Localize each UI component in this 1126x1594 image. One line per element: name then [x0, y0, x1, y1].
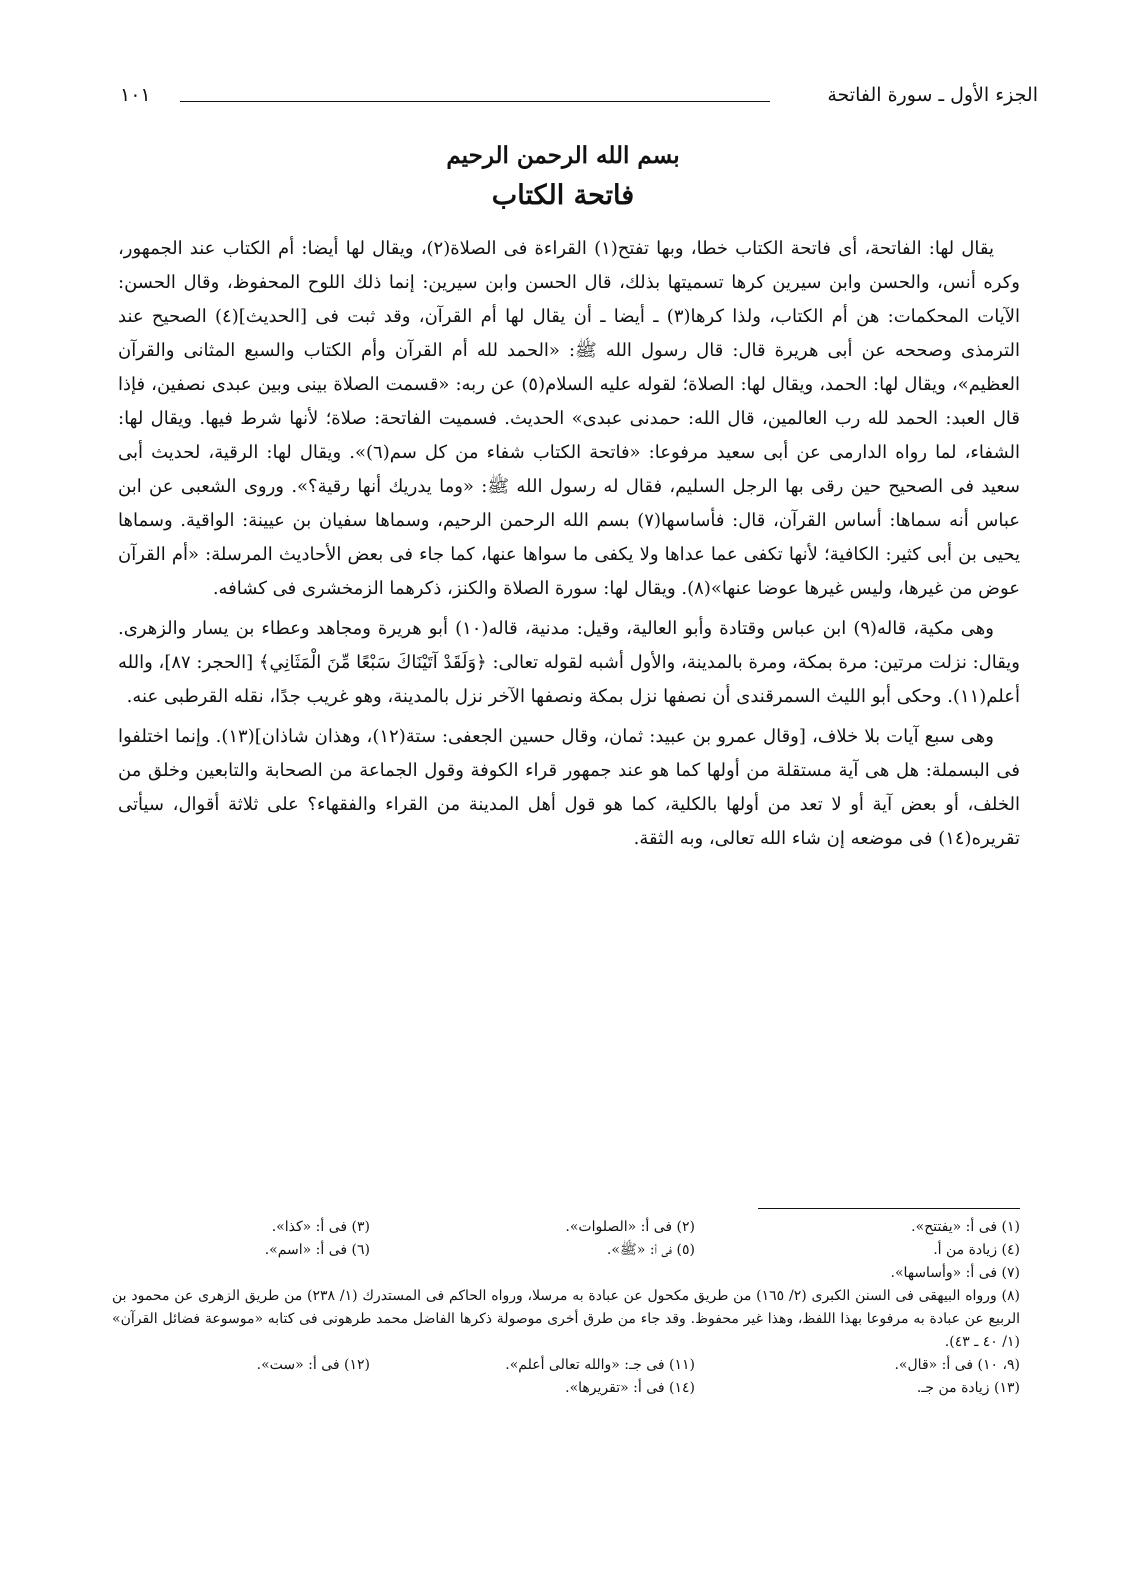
- footnote: (٢) فى أ: «الصلوات».: [565, 1219, 695, 1235]
- paragraph: وهى مكية، قاله(٩) ابن عباس وقتادة وأبو العالية، وقيل: مدنية، قاله(١٠) أبو هريرة ومجاهد وعطاء بن يسار والزهرى. ويقال: نزلت مرتين: مرة بمكة، ومرة بالمدينة، والأول أشبه لقوله تعالى: ﴿وَلَقَدْ آتَيْنَاكَ سَبْعًا مِّنَ الْمَثَانِي﴾ [الحجر: ٨٧]، والله أعلم(١١). وحكى أبو الليث السمرقندى أن نصفها نزل بمكة ونصفها الآخر نزل بالمدينة، وهو غريب جدًا، نقله القرطبى عنه.: [118, 618, 1020, 707]
- main-text: [118, 232, 1020, 862]
- footnote: (٧) فى أ: «وأساسها».: [890, 1265, 1020, 1281]
- footnote: (٣) فى أ: «كذا».: [271, 1219, 370, 1235]
- footnote-divider: [758, 1208, 1020, 1209]
- footnote-row: [112, 1354, 1020, 1377]
- footnote-row: [112, 1216, 1020, 1239]
- page-title: فاتحة الكتاب: [491, 180, 635, 211]
- running-header: [120, 84, 1038, 118]
- footnote: (١١) فى جـ: «والله تعالى أعلم».: [505, 1357, 695, 1373]
- header-rule: [180, 101, 770, 102]
- paragraph: يقال لها: الفاتحة، أى فاتحة الكتاب خطا، وبها تفتح(١) القراءة فى الصلاة(٢)، ويقال لها أيضا: أم الكتاب عند الجمهور، وكره أنس، والحسن وابن سيرين كرها تسميتها بذلك، قال الحسن وابن سيرين: إنما ذلك اللوح المحفوظ، وقال الحسن: الآيات المحكمات: هن أم الكتاب، ولذا كرها(٣) ـ أيضا ـ أن يقال لها أم القرآن، وقد ثبت فى [الحديث](٤) الصحيح عند الترمذى وصححه عن أبى هريرة قال: قال رسول الله ﷺ: «الحمد لله أم القرآن وأم الكتاب والسبع المثانى والقرآن العظيم»، ويقال لها: الحمد، ويقال لها: الصلاة؛ لقوله عليه السلام(٥) عن ربه: «قسمت الصلاة بينى وبين عبدى نصفين، فإذا قال العبد: الحمد لله رب العالمين، قال الله: حمدنى عبدى» الحديث. فسميت الفاتحة: صلاة؛ لأنها شرط فيها. ويقال لها: الشفاء، لما رواه الدارمى عن أبى سعيد مرفوعا: «فاتحة الكتاب شفاء من كل سم(٦)». ويقال لها: الرقية، لحديث أبى سعيد فى الصحيح حين رقى بها الرجل السليم، فقال له رسول الله ﷺ: «وما يدريك أنها رقية؟». وروى الشعبى عن ابن عباس أنه سماها: أساس القرآن، قال: فأساسها(٧) بسم الله الرحمن الرحيم، وسماها سفيان بن عيينة: الواقية. وسماها يحيى بن أبى كثير: الكافية؛ لأنها تكفى عما عداها ولا يكفى ما سواها عنها، كما جاء فى بعض الأحاديث المرسلة: «أم القرآن عوض من غيرها، وليس غيرها عوضا عنها»(٨). ويقال لها: سورة الصلاة والكنز، ذكرهما الزمخشرى فى كشافه.: [118, 238, 1021, 599]
- footnote-row: [112, 1239, 1020, 1262]
- running-title: الجزء الأول ـ سورة الفاتحة: [827, 84, 1038, 106]
- footnote: (١٢) فى أ: «ست».: [256, 1357, 370, 1373]
- footnotes: [112, 1216, 1020, 1400]
- footnote: (٩، ١٠) فى أ: «قال».: [894, 1357, 1020, 1373]
- footnote: (٤) زيادة من أ.: [933, 1242, 1020, 1258]
- footnote: (٦) فى أ: «اسم».: [264, 1242, 370, 1258]
- page-number: ١٠١: [120, 84, 151, 106]
- footnote: (١٤) فى أ: «تقريرها».: [565, 1380, 695, 1396]
- footnote: (١) فى أ: «يفتتح».: [911, 1219, 1020, 1235]
- footnote-row: [112, 1377, 1020, 1400]
- paragraph: وهى سبع آيات بلا خلاف، [وقال عمرو بن عبيد: ثمان، وقال حسين الجعفى: ستة(١٢)، وهذان شاذان](١٣). وإنما اختلفوا فى البسملة: هل هى آية مستقلة من أولها كما هو عند جمهور قراء الكوفة وقول الجماعة من الصحابة والتابعين وخلق من الخلف، أو بعض آية أو لا تعد من أولها بالكلية، كما هو قول أهل المدينة من القراء والفقهاء؟ على ثلاثة أقوال، سيأتى تقريره(١٤) فى موضعه إن شاء الله تعالى، وبه الثقة.: [118, 726, 1020, 849]
- footnote: (١٣) زيادة من جـ.: [916, 1380, 1020, 1396]
- basmala-heading: بسم الله الرحمن الرحيم: [446, 142, 680, 169]
- footnote: (٥) فى أ: «ﷺ».: [606, 1242, 695, 1258]
- footnote-row: [112, 1262, 1020, 1285]
- footnote-long: (٨) ورواه البيهقى فى السنن الكبرى (٢/ ١٦٥) من طريق مكحول عن عبادة به مرسلا، ورواه الحاكم فى المستدرك (١/ ٢٣٨) من طريق الزهرى عن محمود بن الربيع عن عبادة به مرفوعا بهذا اللفظ، وهذا غير محفوظ. وقد جاء من طرق أخرى موصولة ذكرها الفاضل محمد طرهونى فى كتابه «موسوعة فضائل القرآن» (١/ ٤٠ ـ ٤٣).: [112, 1288, 1021, 1350]
